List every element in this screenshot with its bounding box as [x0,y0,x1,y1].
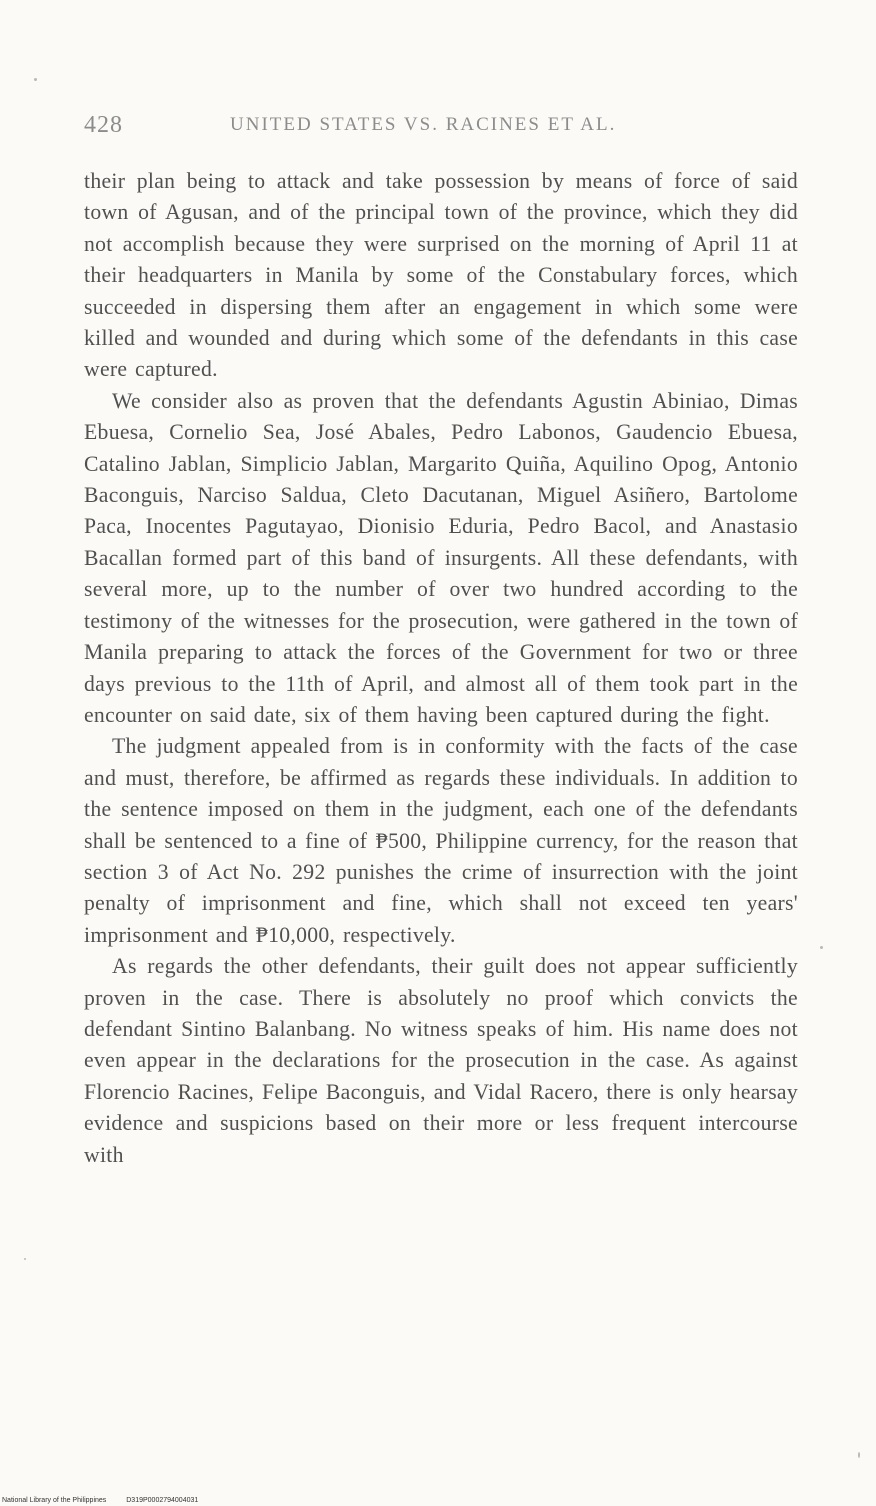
paragraph-judgment-affirmed: The judgment appealed from is in conformity with the facts of the case and must, therefore, be affirmed as regards these individuals. In addition to the sentence imposed on them in the judgment, each one of the defendants shall be sentenced to a fine of ₱500, Philippine currency, for the reason that section 3 of Act No. 292 punishes the crime of insurrection with the joint penalty of imprisonment and fine, which shall not exceed ten years' imprisonment and ₱10,000, respectively. [84,734,798,947]
scan-footer [2,1497,216,1504]
body-text [84,166,798,1171]
scan-speck [858,1452,860,1458]
paragraph-other-defendants: As regards the other defendants, their guilt does not appear sufficiently proven in the case. There is absolutely no proof which convicts the defendant Sintino Balanbang. No witness speaks of him. His name does not even appear in the declarations for the prosecution in the case. As against Florencio Racines, Felipe Baconguis, and Vidal Racero, there is only hearsay evidence and suspicions based on their more or less frequent intercourse with [84,954,798,1167]
running-title: UNITED STATES VS. RACINES ET AL. [230,114,617,135]
scan-identifier: D319P0002794004031 [126,1497,199,1504]
page-number: 428 [84,112,123,138]
paragraph-continuation: their plan being to attack and take possession by means of force of said town of Agusan, and of the principal town of the province, which they did not accomplish because they were surprised on the morning of April 11 at their headquarters in Manila by some of the Constabulary forces, which succeeded in dispersing them after an engagement in which some were killed and wounded and during which some of the defendants in this case were captured. [84,169,798,382]
scan-speck [24,1258,26,1260]
scan-speck [820,946,823,949]
scan-speck [34,78,37,81]
running-head [84,112,804,142]
library-name: National Library of the Philippines [2,1497,107,1504]
paragraph-defendants-proven: We consider also as proven that the defendants Agustin Abiniao, Dimas Ebuesa, Cornelio Sea, José Abales, Pedro Labonos, Gaudencio Ebuesa, Catalino Jablan, Simplicio Jablan, Margarito Quiña, Aquilino Opog, Antonio Baconguis, Narciso Saldua, Cleto Dacutanan, Miguel Asiñero, Bartolome Paca, Inocentes Pagutayao, Dionisio Eduria, Pedro Bacol, and Anastasio Bacallan formed part of this band of insurgents. All these defendants, with several more, up to the number of over two hundred according to the testimony of the witnesses for the prosecution, were gathered in the town of Manila preparing to attack the forces of the Government for two or three days previous to the 11th of April, and almost all of them took part in the encounter on said date, six of them having been captured during the fight. [84,388,798,727]
